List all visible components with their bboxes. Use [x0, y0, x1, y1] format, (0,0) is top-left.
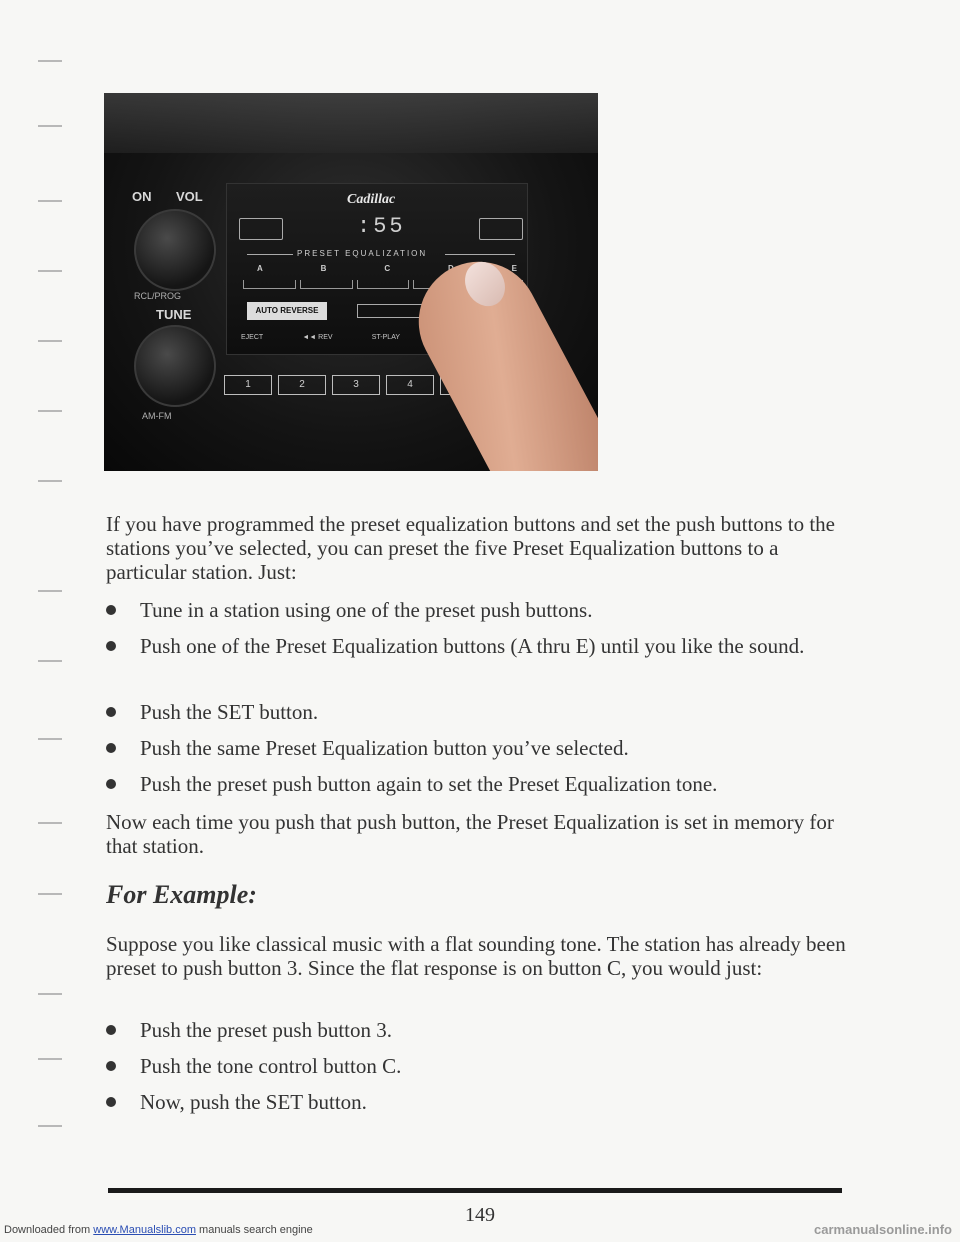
step-text: Push the same Preset Equalization button you’ve selected.: [140, 736, 629, 760]
bullet-icon: [106, 605, 116, 615]
step-item: [106, 772, 846, 796]
margin-mark: [38, 60, 62, 62]
intro-text: If you have programmed the preset equalization buttons and set the push buttons to the stations you’ve selected, you can preset the five Preset Equalization buttons to a particular station. Just:: [106, 512, 835, 584]
bullet-icon: [106, 743, 116, 753]
knob-on-label: ON: [132, 189, 152, 204]
step-item: [106, 700, 846, 724]
knob-vol-label: VOL: [176, 189, 203, 204]
after-paragraph: [106, 810, 856, 858]
step-item: [106, 598, 846, 622]
margin-mark: [38, 893, 62, 895]
page-number: 149: [465, 1204, 495, 1226]
knob-band-label: AM-FM: [142, 411, 172, 421]
margin-mark: [38, 993, 62, 995]
eq-button: [300, 280, 353, 289]
radio-photo: [104, 93, 598, 471]
example-step-item: [106, 1018, 846, 1042]
tune-knob: [134, 325, 216, 407]
example-step-text: Now, push the SET button.: [140, 1090, 367, 1114]
radio-display: :55: [357, 214, 406, 239]
eq-letter: C: [384, 264, 391, 273]
eq-letter: B: [320, 264, 327, 273]
preset-bracket-left: [247, 254, 293, 255]
example-heading: For Example:: [106, 880, 257, 909]
eq-button: [357, 280, 410, 289]
preset-equalization-label: PRESET EQUALIZATION: [297, 249, 428, 258]
step-text: Push the preset push button again to set the Preset Equalization tone.: [140, 772, 718, 796]
margin-mark: [38, 125, 62, 127]
margin-mark: [38, 590, 62, 592]
eq-letter: E: [511, 264, 517, 273]
watermark-prefix: Downloaded from: [4, 1224, 91, 1236]
knob-recall-label: RCL/PROG: [134, 291, 182, 301]
margin-mark: [38, 1058, 62, 1060]
example-paragraph: [106, 932, 856, 980]
left-display-button: [239, 218, 283, 240]
margin-mark: [38, 200, 62, 202]
example-step-item: [106, 1090, 846, 1114]
watermark-suffix: manuals search engine: [199, 1224, 313, 1236]
preset-push-button: 3: [332, 375, 380, 395]
step-item: [106, 634, 846, 658]
step-item: [106, 736, 846, 760]
margin-mark: [38, 822, 62, 824]
tape-control-label: ST-PLAY: [371, 334, 401, 341]
preset-push-button: 1: [224, 375, 272, 395]
preset-push-button: 4: [386, 375, 434, 395]
tape-control-label: EJECT: [241, 334, 264, 341]
bullet-icon: [106, 779, 116, 789]
margin-mark: [38, 340, 62, 342]
after-text: Now each time you push that push button, the Preset Equalization is set in memory for that station.: [106, 810, 834, 858]
download-watermark: [4, 1224, 313, 1236]
step-text: Tune in a station using one of the preset push buttons.: [140, 598, 593, 622]
eq-letter: A: [257, 264, 263, 273]
brand-logo: Cadillac: [347, 192, 396, 207]
photo-highlight: [104, 93, 598, 153]
step-text: Push the SET button.: [140, 700, 319, 724]
bullet-icon: [106, 641, 116, 651]
margin-mark: [38, 660, 62, 662]
margin-mark: [38, 1125, 62, 1127]
bullet-icon: [106, 707, 116, 717]
example-step-text: Push the tone control button C.: [140, 1054, 402, 1078]
step-text: Push one of the Preset Equalization buttons (A thru E) until you like the sound.: [140, 634, 805, 658]
preset-push-button: 2: [278, 375, 326, 395]
margin-mark: [38, 480, 62, 482]
auto-reverse-button: AUTO REVERSE: [247, 302, 327, 320]
margin-mark: [38, 410, 62, 412]
manualslib-link[interactable]: www.Manualslib.com: [93, 1224, 196, 1236]
preset-bracket-right: [445, 254, 515, 255]
bullet-icon: [106, 1025, 116, 1035]
margin-mark: [38, 270, 62, 272]
knob-tune-label: TUNE: [156, 307, 192, 322]
example-step-item: [106, 1054, 846, 1078]
tape-control-label: ◄◄ REV: [302, 334, 333, 341]
margin-mark: [38, 738, 62, 740]
right-display-button: [479, 218, 523, 240]
bullet-icon: [106, 1061, 116, 1071]
eq-button: [243, 280, 296, 289]
site-watermark: carmanualsonline.info: [814, 1222, 952, 1237]
example-text: Suppose you like classical music with a flat sounding tone. The station has already been preset to push button 3. Since the flat response is on button C, you would just:: [106, 932, 846, 980]
intro-paragraph: [106, 512, 856, 584]
footer-rule: [108, 1188, 842, 1193]
example-step-text: Push the preset push button 3.: [140, 1018, 392, 1042]
volume-knob: [134, 209, 216, 291]
bullet-icon: [106, 1097, 116, 1107]
